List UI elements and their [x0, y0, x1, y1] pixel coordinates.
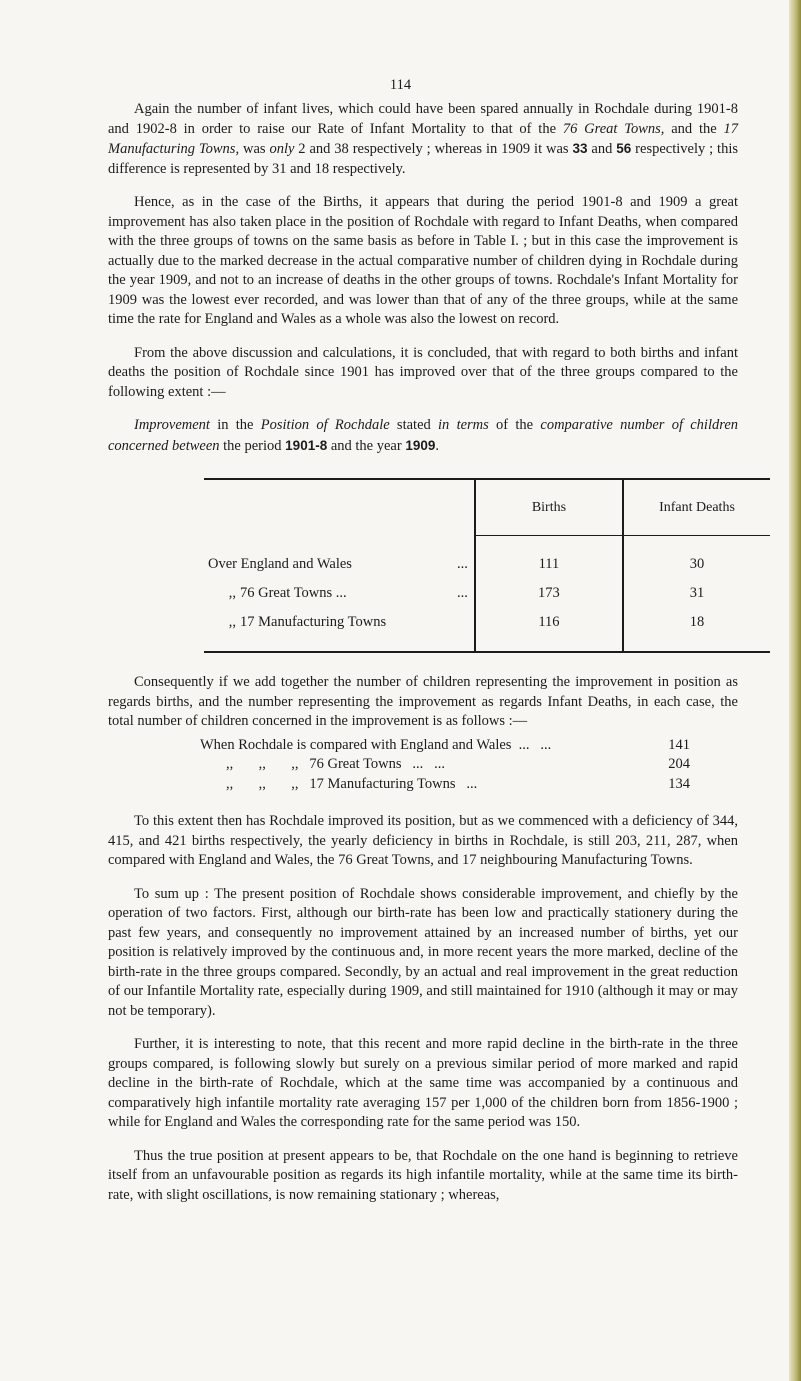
- births-value: 111: [475, 536, 623, 580]
- row-label: 76 Great Towns ...: [240, 585, 347, 601]
- header-infant-deaths: Infant Deaths: [623, 479, 770, 536]
- table-caption: Improvement in the Position of Rochdale stated in terms of the comparative number of children concerned between the period 1901-8 and the year 1909.: [108, 417, 739, 454]
- totals-label: ,, ,, ,, 76 Great Towns ... ...: [226, 756, 446, 772]
- paragraph-5: Consequently if we add together the number of children representing the improvement in position as regards births, and the number representing the improvement as regards Infant Deaths, in each case, the total number of children concerned in the improvement is as follows :—: [108, 674, 738, 729]
- paragraph-3: From the above discussion and calculations, it is concluded, that with regard to both births and infant deaths the position of Rochdale since 1901 has improved over that of the three groups compared to the following extent :—: [108, 344, 738, 400]
- totals-label: When Rochdale is compared with England and Wales ... ...: [200, 736, 552, 753]
- totals-list: [108, 736, 738, 795]
- table-row: [204, 608, 770, 652]
- deaths-value: 31: [623, 579, 770, 608]
- table-row: [204, 536, 770, 580]
- leader-dots: ...: [456, 555, 468, 572]
- deaths-value: 30: [623, 536, 770, 580]
- totals-value: 134: [668, 775, 690, 792]
- births-value: 116: [475, 608, 623, 652]
- paragraph-7: To sum up : The present position of Rochdale shows considerable improvement, and chiefly by the operation of two factors. First, although our birth-rate has been low and practically stationery during the past few years, and consequently no improvement attained by an increased number of births, yet our position is relatively improved by the continuous and, in more recent years the more marked, decline of the birth-rate in the three groups compared. Secondly, by an actual and real improvement in the great reduction of our Infantile Mortality rate, especially during 1909, and still maintained for 1910 (although it may or may not be temporary).: [108, 885, 738, 1019]
- table-header-row: [204, 479, 770, 536]
- paragraph-2: Hence, as in the case of the Births, it appears that during the period 1901-8 and 1909 a great improvement has also taken place in the position of Rochdale with regard to Infant Deaths, when compared with the three groups of towns on the same basis as before in Table I. ; but in this case the improvement is actually due to the marked decrease in the actual comparative number of children dying in Rochdale during the year 1909, and not to an increase of deaths in the other groups of towns. Rochdale's Infant Mortality for 1909 was the lowest ever recorded, and was lower than that of any of the three groups, while at the same time the rate for England and Wales as a whole was also the lowest on record.: [108, 194, 738, 327]
- improvement-table: [204, 478, 770, 653]
- ditto-mark: ,,: [228, 614, 236, 630]
- list-item: [108, 775, 738, 795]
- list-item: [108, 755, 738, 775]
- list-item: [108, 736, 738, 756]
- page-number: 114: [389, 77, 412, 93]
- paragraph-6: To this extent then has Rochdale improved its position, but as we commenced with a deficiency of 344, 415, and 421 births respectively, the yearly deficiency in births in Rochdale, is still 203, 211, 287, when compared with England and Wales, the 76 Great Towns, and 17 neighbouring Manufacturing Towns.: [108, 813, 738, 868]
- header-births: Births: [475, 479, 623, 536]
- table-row: [204, 579, 770, 608]
- deaths-value: 18: [623, 608, 770, 652]
- row-label: Over England and Wales: [208, 555, 352, 572]
- births-value: 173: [475, 579, 623, 608]
- totals-value: 204: [668, 756, 690, 772]
- row-label: 17 Manufacturing Towns: [240, 614, 387, 630]
- totals-label: ,, ,, ,, 17 Manufacturing Towns ...: [226, 775, 478, 792]
- paragraph-8: Further, it is interesting to note, that this recent and more rapid decline in the birth-rate in the three groups compared, is following slowly but surely on a previous similar period of more marked and rapid decline in the birth-rate of Rochdale, which at the same time was accompanied by a continuous and comparatively high infantile mortality rate averaging 157 per 1,000 of the children born from 1856-1900 ; while for England and Wales the corresponding rate for the same period was 150.: [108, 1036, 738, 1130]
- page-body: [108, 100, 738, 1205]
- paragraph-9: Thus the true position at present appears to be, that Rochdale on the one hand is beginning to retrieve itself from an unfavourable position as regards its high infantile mortality, while at the same time its birth-rate, with slight oscillations, is now remaining stationary ; whereas,: [108, 1147, 738, 1203]
- leader-dots: ...: [456, 585, 468, 601]
- ditto-mark: ,,: [228, 585, 236, 601]
- page-edge: [789, 0, 801, 1381]
- paragraph-1: Again the number of infant lives, which could have been spared annually in Rochdale during 1901-8 and 1902-8 in order to raise our Rate of Infant Mortality to that of the 76 Great Towns, and the 17 Manufacturing Towns, was only 2 and 38 respectively ; whereas in 1909 it was 33 and 56 respectively ; this difference is represented by 31 and 18 respectively.: [108, 101, 739, 177]
- totals-value: 141: [668, 736, 690, 753]
